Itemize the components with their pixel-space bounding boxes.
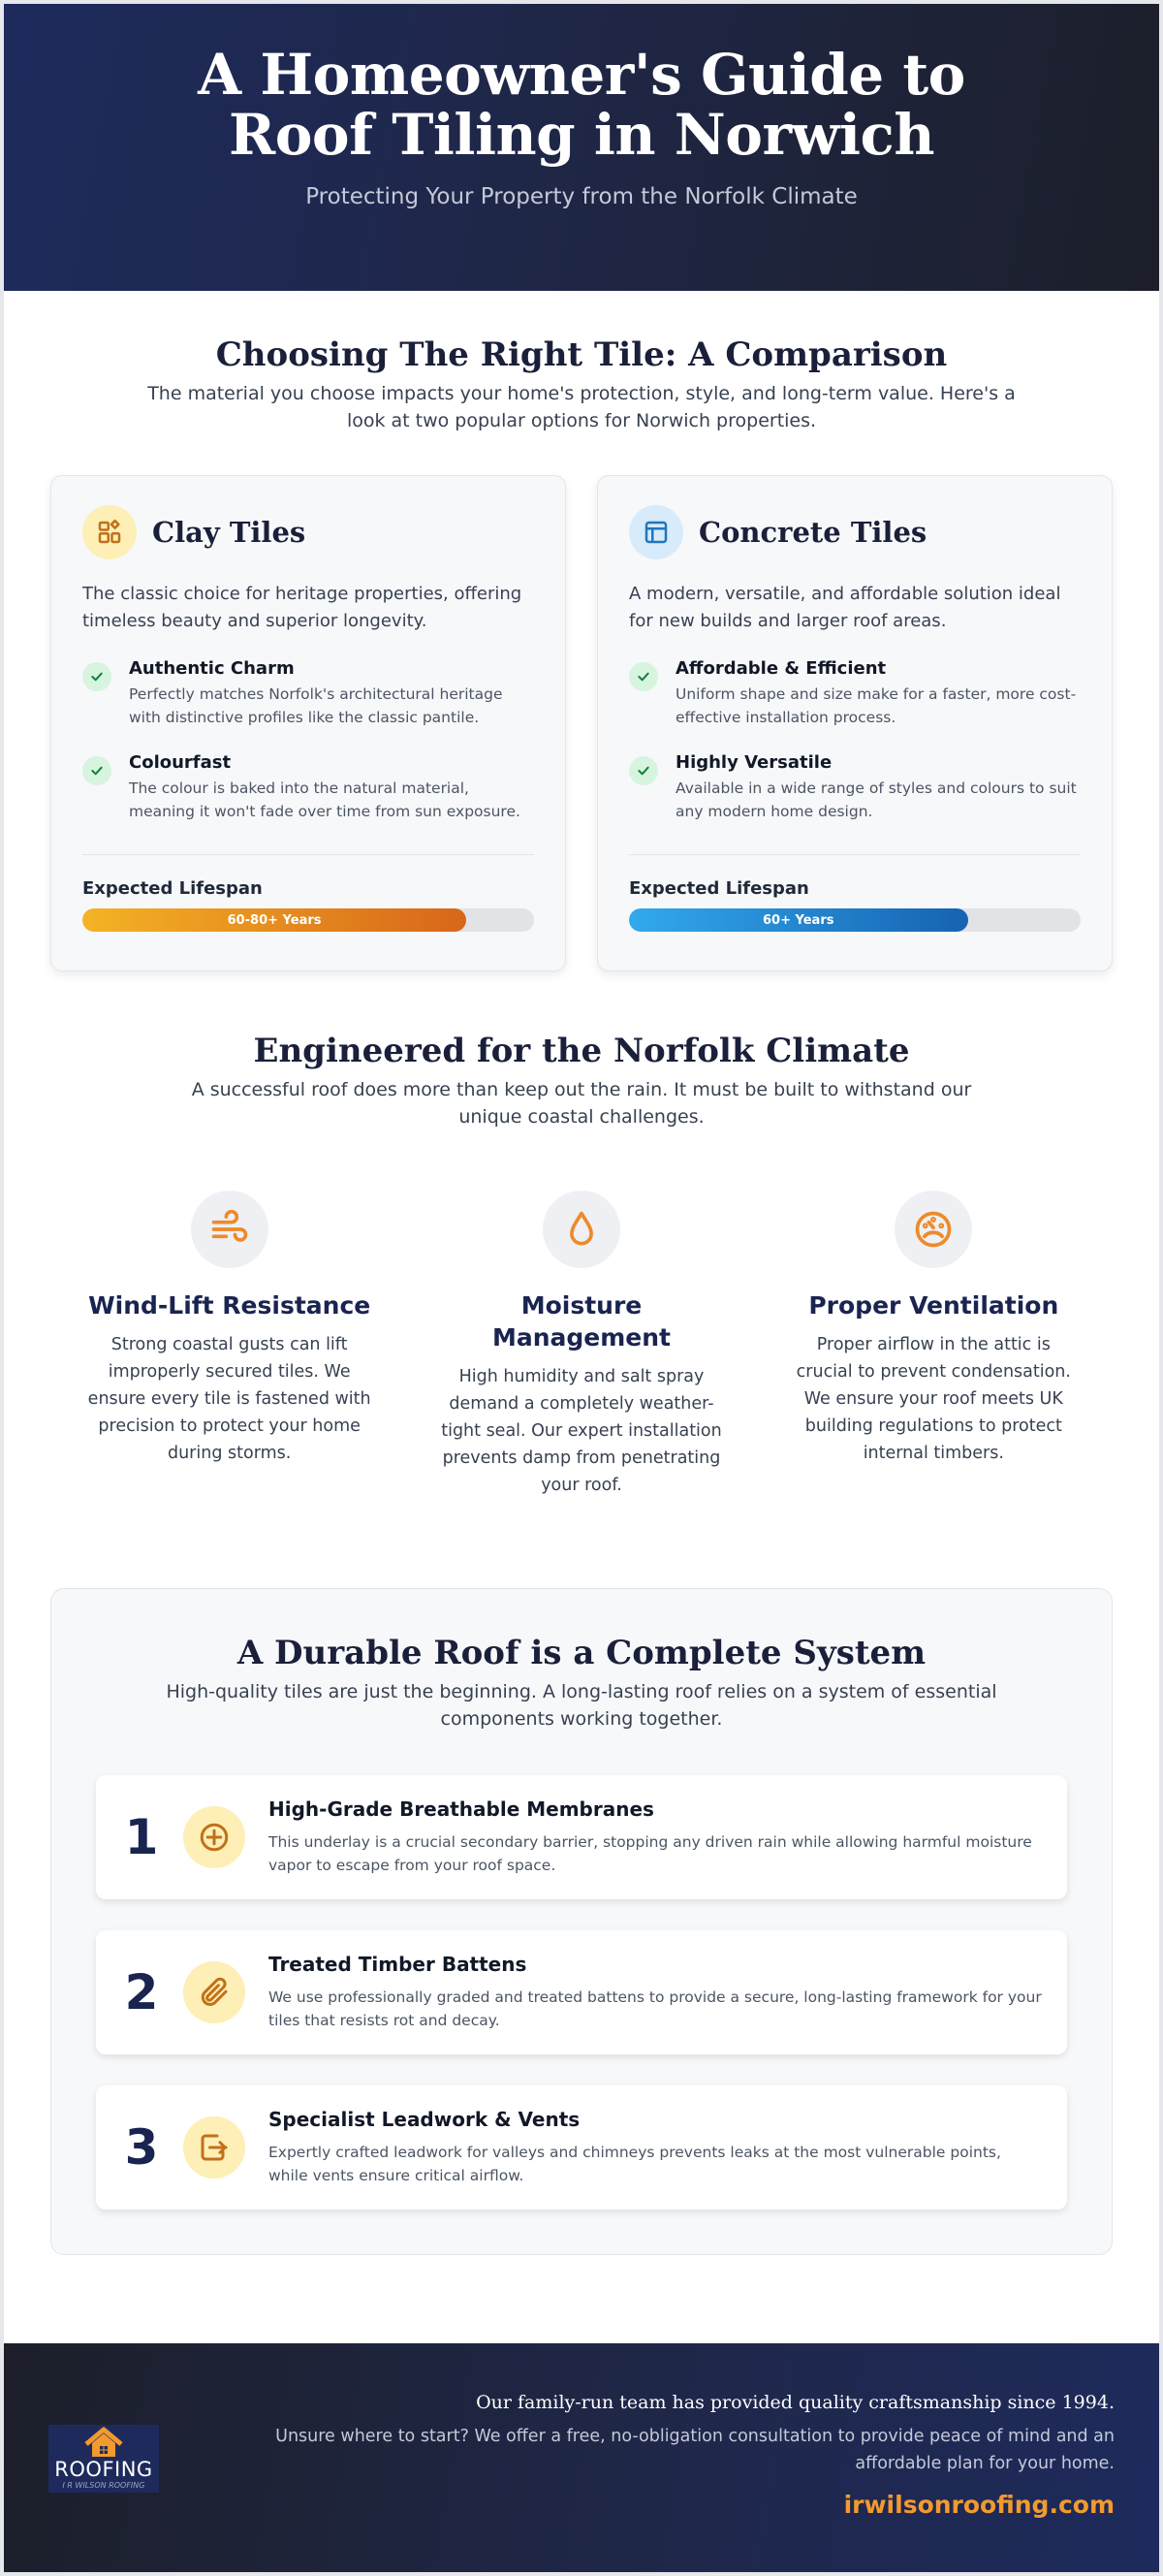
check-icon <box>82 756 111 785</box>
layout-panel-icon <box>629 505 683 559</box>
comparison-subtitle: The material you choose impacts your home's protection, style, and long-term value. Here's a look at two popular options for Norwich properties. <box>147 383 1016 431</box>
card-title: Concrete Tiles <box>699 516 927 549</box>
check-icon <box>629 756 658 785</box>
website-link[interactable]: irwilsonroofing.com <box>843 2491 1115 2519</box>
list-item <box>96 1775 1067 1899</box>
climate-title: Engineered for the Norfolk Climate <box>253 1032 910 1070</box>
feature-title: Affordable & Efficient <box>676 658 887 679</box>
climate-item <box>64 1191 394 1499</box>
comparison-section <box>4 291 1159 971</box>
lifespan-value: 60+ Years <box>763 912 834 928</box>
climate-item-title: Proper Ventilation <box>808 1291 1059 1320</box>
card-header <box>82 505 534 559</box>
card-title: Clay Tiles <box>152 516 306 549</box>
item-number: 2 <box>124 1964 159 2020</box>
climate-item-title: Moisture Management <box>491 1291 671 1352</box>
logo-wordmark: ROOFING <box>54 2458 153 2481</box>
page-subtitle: Protecting Your Property from the Norfolk Climate <box>305 184 858 209</box>
climate-subtitle: A successful roof does more than keep out the rain. It must be built to withstand our unique coastal challenges. <box>191 1079 972 1128</box>
list-item <box>96 1930 1067 2054</box>
item-number: 1 <box>124 1809 159 1865</box>
item-title: High-Grade Breathable Membranes <box>268 1797 654 1821</box>
system-subtitle: High-quality tiles are just the beginning. A long-lasting roof relies on a system of essential components working together. <box>166 1681 997 1730</box>
feature-item <box>629 752 1081 823</box>
feature-title: Colourfast <box>129 752 232 773</box>
climate-item-text: Proper airflow in the attic is crucial to prevent condensation. We ensure your roof meets UK building regulations to protect internal timbers. <box>796 1335 1071 1463</box>
card-description: The classic choice for heritage properties, offering timeless beauty and superior longevity. <box>82 584 522 631</box>
feature-item <box>82 752 534 823</box>
lifespan-bar <box>629 908 1081 932</box>
box-arrow-icon <box>183 2116 245 2178</box>
climate-item <box>769 1191 1099 1499</box>
lifespan-bar-fill <box>629 908 968 932</box>
paperclip-icon <box>183 1961 245 2023</box>
item-text: Expertly crafted leadwork for valleys and chimneys prevents leaks at the most vulnerable points, while vents ensure critical airflow. <box>268 2144 1001 2184</box>
lifespan-bar-fill <box>82 908 466 932</box>
divider <box>82 854 534 855</box>
check-icon <box>82 662 111 691</box>
company-logo[interactable] <box>48 2425 159 2493</box>
footer-text <box>194 2392 1115 2519</box>
item-title: Treated Timber Battens <box>268 1953 527 1976</box>
clay-tiles-card <box>50 475 566 971</box>
climate-item-title: Wind-Lift Resistance <box>88 1291 371 1320</box>
item-title: Specialist Leadwork & Vents <box>268 2108 581 2131</box>
tile-cards <box>4 475 1159 971</box>
feature-text: Perfectly matches Norfolk's architectural heritage with distinctive profiles like the classic pantile. <box>129 685 503 726</box>
grid-blocks-icon <box>82 505 137 559</box>
climate-item-text: Strong coastal gusts can lift improperly secured tiles. We ensure every tile is fastened with precision to protect your home during storms. <box>87 1335 371 1463</box>
footer-cta: Unsure where to start? We offer a free, no-obligation consultation to provide peace of mind and an affordable plan for your home. <box>275 2427 1115 2473</box>
lifespan-label: Expected Lifespan <box>82 878 263 899</box>
item-text: This underlay is a crucial secondary barrier, stopping any driven rain while allowing harmful moisture vapor to escape from your roof space. <box>268 1833 1032 1874</box>
card-header <box>629 505 1081 559</box>
item-number: 3 <box>124 2119 159 2176</box>
footer <box>4 2343 1159 2572</box>
check-icon <box>629 662 658 691</box>
card-description: A modern, versatile, and affordable solution ideal for new builds and larger roof areas. <box>629 584 1061 631</box>
lifespan-bar <box>82 908 534 932</box>
system-list <box>51 1775 1112 2210</box>
concrete-tiles-card <box>597 475 1113 971</box>
page-title: A Homeowner's Guide to Roof Tiling in Norwich <box>198 42 965 168</box>
hero-header <box>4 4 1159 291</box>
item-text: We use professionally graded and treated battens to provide a secure, long-lasting framework for your tiles that resists rot and decay. <box>268 1988 1042 2029</box>
system-section <box>50 1588 1113 2255</box>
lifespan-value: 60-80+ Years <box>227 912 322 928</box>
wind-icon <box>191 1191 268 1268</box>
feature-item <box>629 658 1081 729</box>
climate-item <box>416 1191 746 1499</box>
feature-title: Highly Versatile <box>676 752 833 773</box>
climate-columns <box>4 1191 1159 1499</box>
climate-section <box>4 971 1159 1499</box>
droplet-icon <box>543 1191 620 1268</box>
feature-title: Authentic Charm <box>129 658 295 679</box>
feature-item <box>82 658 534 729</box>
climate-item-text: High humidity and salt spray demand a completely weather-tight seal. Our expert installation prevents damp from penetrating your roof. <box>441 1367 722 1495</box>
lifespan-label: Expected Lifespan <box>629 878 809 899</box>
page <box>4 4 1159 2572</box>
house-icon <box>82 2427 125 2460</box>
feature-text: Uniform shape and size make for a faster, more cost-effective installation process. <box>676 685 1077 726</box>
plus-circle-icon <box>183 1806 245 1868</box>
divider <box>629 854 1081 855</box>
gauge-icon <box>895 1191 972 1268</box>
logo-tagline: I R WILSON ROOFING <box>62 2481 145 2490</box>
system-title: A Durable Roof is a Complete System <box>236 1634 927 1672</box>
list-item <box>96 2085 1067 2210</box>
feature-text: Available in a wide range of styles and colours to suit any modern home design. <box>676 779 1077 820</box>
footer-heritage: Our family-run team has provided quality craftsmanship since 1994. <box>476 2392 1115 2413</box>
feature-text: The colour is baked into the natural material, meaning it won't fade over time from sun exposure. <box>129 779 520 820</box>
comparison-title: Choosing The Right Tile: A Comparison <box>215 335 948 374</box>
